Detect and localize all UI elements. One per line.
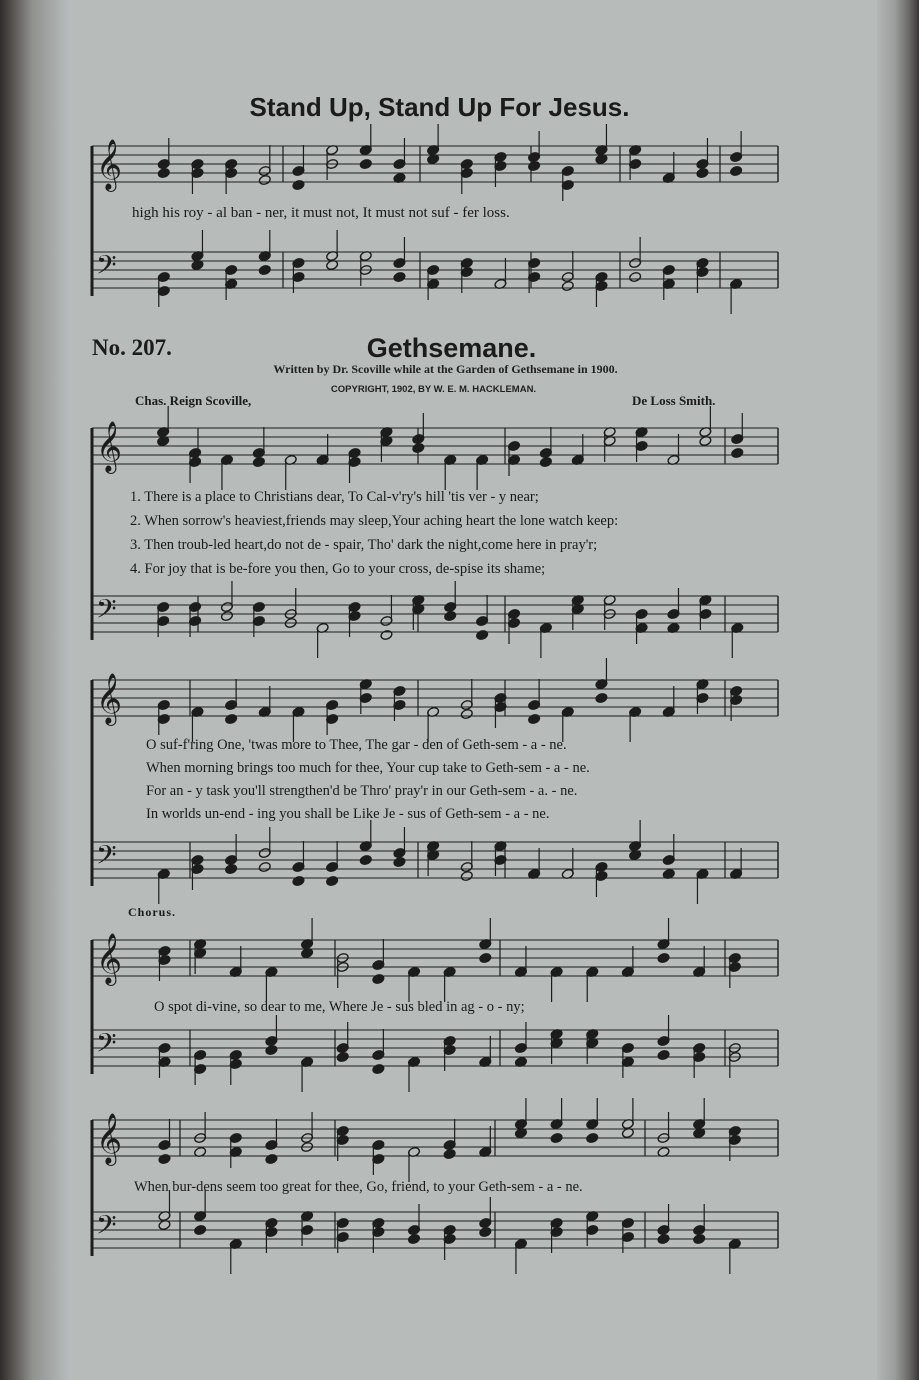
note-head bbox=[528, 160, 541, 171]
note-head bbox=[220, 610, 233, 621]
clef-icon: 𝄢 bbox=[96, 593, 117, 631]
note-head bbox=[460, 708, 473, 719]
note-head bbox=[412, 442, 425, 453]
verse-line: In worlds un-end - ing you shall be Like Je - sus of Geth-sem - a - ne. bbox=[146, 806, 550, 822]
hymn-title: Gethsemane. bbox=[366, 333, 537, 363]
note-head bbox=[225, 713, 238, 724]
clef-icon: 𝄢 bbox=[96, 839, 117, 877]
chorus-label: Chorus. bbox=[128, 905, 177, 919]
note-head bbox=[372, 973, 385, 984]
note-head bbox=[696, 167, 709, 178]
note-head bbox=[479, 952, 492, 963]
clef-icon: 𝄞 bbox=[96, 1113, 123, 1164]
note-head bbox=[539, 456, 552, 467]
words-credit: Chas. Reign Scoville, bbox=[135, 393, 252, 408]
verse-line: For an - y task you'll strengthen'd be Thro' pray'r in our Geth-sem - a. - ne. bbox=[146, 783, 578, 799]
note-head bbox=[731, 447, 744, 458]
verse-line: 2. When sorrow's heaviest,friends may sleep,Your aching heart the lone watch keep: bbox=[130, 513, 619, 529]
verse-line: When morning brings too much for thee, Your cup take to Geth-sem - a - ne. bbox=[146, 760, 590, 776]
note-head bbox=[359, 158, 372, 169]
verse-line: 1. There is a place to Christians dear, To Cal-v'ry's hill 'tis ver - y near; bbox=[130, 489, 539, 505]
note-head bbox=[194, 1224, 207, 1235]
note-head bbox=[258, 264, 271, 275]
note-head bbox=[336, 1051, 349, 1062]
note-head bbox=[258, 861, 271, 872]
note-head bbox=[258, 174, 271, 185]
note-head bbox=[444, 610, 457, 621]
note-head bbox=[476, 629, 489, 640]
clef-icon: 𝄢 bbox=[96, 249, 117, 287]
note-head bbox=[292, 875, 305, 886]
note-head bbox=[326, 875, 339, 886]
note-head bbox=[252, 456, 265, 467]
note-head bbox=[443, 1148, 456, 1159]
clef-icon: 𝄢 bbox=[96, 1209, 117, 1247]
note-head bbox=[407, 1233, 420, 1244]
note-head bbox=[693, 1233, 706, 1244]
note-head bbox=[561, 280, 574, 291]
note-head bbox=[479, 1226, 492, 1237]
note-head bbox=[657, 1049, 670, 1060]
note-head bbox=[629, 271, 642, 282]
note-head bbox=[657, 1233, 670, 1244]
note-head bbox=[657, 952, 670, 963]
note-head bbox=[265, 1153, 278, 1164]
copyright-line: COPYRIGHT, 1902, BY W. E. M. HACKLEMAN. bbox=[330, 384, 537, 395]
note-head bbox=[225, 863, 238, 874]
clef-icon: 𝄞 bbox=[96, 933, 123, 984]
verse-line: 4. For joy that is be-fore you then, Go to your cross, de-spise its shame; bbox=[130, 561, 546, 577]
note-head bbox=[393, 856, 406, 867]
note-head bbox=[550, 1132, 563, 1143]
note-head bbox=[157, 167, 170, 178]
verse-line: 3. Then troub-led heart,do not de - spair, Tho' dark the night,come here in pray'r; bbox=[130, 537, 598, 553]
note-head bbox=[730, 165, 743, 176]
note-head bbox=[393, 271, 406, 282]
verse-line: O suf-f'ring One, 'twas more to Thee, The gar - den of Geth-sem - a - ne. bbox=[146, 737, 567, 753]
note-head bbox=[292, 179, 305, 190]
note-head bbox=[265, 1044, 278, 1055]
hymn-note: Written by Dr. Scoville while at the Garden of Gethsemane in 1900. bbox=[273, 362, 618, 376]
clef-icon: 𝄞 bbox=[96, 139, 123, 190]
clef-icon: 𝄞 bbox=[96, 421, 123, 472]
hymn-number: No. 207. bbox=[92, 335, 172, 360]
clef-icon: 𝄞 bbox=[96, 673, 123, 724]
music-credit: De Loss Smith. bbox=[632, 393, 716, 408]
note-head bbox=[528, 713, 541, 724]
note-head bbox=[359, 854, 372, 865]
note-head bbox=[380, 629, 393, 640]
note-head bbox=[460, 870, 473, 881]
note-head bbox=[372, 1063, 385, 1074]
top-song-title: Stand Up, Stand Up For Jesus. bbox=[249, 92, 630, 122]
chorus-lyric: When bur-dens seem too great for thee, Go, friend, to your Geth-sem - a - ne. bbox=[134, 1179, 583, 1195]
note-head bbox=[586, 1132, 599, 1143]
note-head bbox=[595, 692, 608, 703]
chorus-lyric: O spot di-vine, so dear to me, Where Je - sus bled in ag - o - ny; bbox=[154, 999, 525, 1015]
clef-icon: 𝄢 bbox=[96, 1027, 117, 1065]
note-head bbox=[158, 1153, 171, 1164]
top-song-lyric: high his roy - al ban - ner, it must not, It must not suf - fer loss. bbox=[132, 205, 510, 221]
